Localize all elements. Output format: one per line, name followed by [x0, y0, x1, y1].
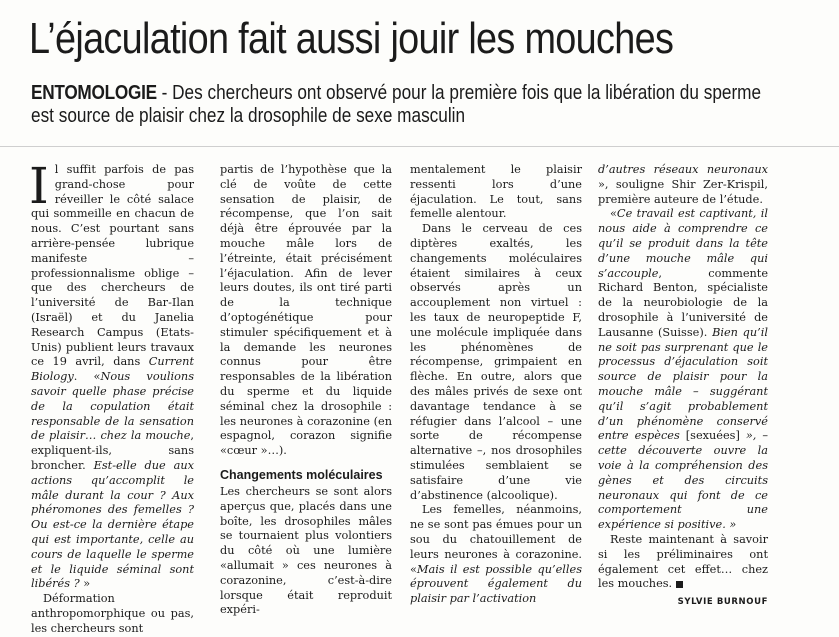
- drop-cap: I: [29, 157, 49, 215]
- headline: L’éjaculation fait aussi jouir les mouches: [29, 14, 674, 63]
- column-2: [220, 163, 392, 618]
- standfirst: [31, 82, 788, 128]
- paragraph: [31, 592, 194, 636]
- section-kicker: ENTOMOLOGIE: [31, 82, 157, 104]
- column-3: [410, 163, 582, 607]
- paragraph: Les chercheurs se sont alors aperçus que, placés dans une boîte, les drosophiles mâles se tournaient plus volontiers du côté où une lumière «allumait » ces neurones à corazonine, c’est-à-dire lorsque était reproduit expéri-: [220, 484, 392, 617]
- journal-name: Current Biology: [31, 355, 194, 384]
- text-run: , commente Richard Benton, spécialiste de la neurobiologie de la drosophile à l’université de Lausanne (Suisse).: [598, 266, 768, 339]
- paragraph: Dans le cerveau de ces diptères exaltés, les changements moléculaires étaient similaires à ceux observés après un accouplement non virtuel : les taux de neuropeptide F, une molécule impliquée dans les phénomènes de récompense, grimpaient en flèche. En outre, alors que des mâles privés de sexe ont davantage tendance à se réfugier dans l’alcool – une sorte de récompense alternative –, nos drosophiles stimulées semblaient se satisfaire d’une vie d’abstinence (alcoolique).: [410, 222, 582, 502]
- text-run: Reste maintenant à savoir si les préliminaires ont également cet effet… chez les mouches.: [598, 532, 768, 591]
- subheading: Changements moléculaires: [220, 467, 383, 482]
- column-1: [29, 157, 194, 637]
- text-run: », souligne Shir Zer-Krispil, première auteure de l’étude.: [598, 177, 768, 206]
- paragraph: [598, 163, 768, 207]
- quote: Nous voulions savoir quelle phase précise de la copulation était responsable de la sensation de plaisir… chez la mouche: [31, 370, 194, 443]
- paragraph: [410, 503, 582, 607]
- column-4: [598, 163, 768, 610]
- standfirst-text: - Des chercheurs ont observé pour la première fois que la libération du sperme est source de plaisir chez la drosophile de sexe masculin: [31, 82, 762, 127]
- divider: [0, 146, 839, 147]
- quote: Mais il est possible qu’elles éprouvent également du plaisir par l’activation: [410, 562, 582, 606]
- quote: », – cette découverte ouvre la voie à la compréhension des gènes et des circuits neuronaux qui font de ce comportement une expérience si positive. »: [598, 429, 768, 532]
- quote: Ce travail est captivant, il nous aide à comprendre ce qu’il se produit dans la tête d’une mouche mâle qui s’accouple: [598, 207, 768, 280]
- paragraph: mentalement le plaisir ressenti lors d’une éjaculation. Le tout, sans femelle alentour.: [410, 163, 582, 221]
- paragraph: [598, 207, 768, 533]
- text-run: Les femelles, néanmoins, ne se sont pas émues pour un sou du chatouillement de leurs neurones à corazonine. «: [410, 503, 582, 576]
- text-run: »: [79, 577, 91, 591]
- quote: Est-elle due aux actions qu’accomplit le mâle durant la cour ? Aux phéromones des femelles ? Ou est-ce la dernière étape qui est importante, celle au cours de laquelle le sperme et le liquide séminal sont libérés ?: [31, 458, 194, 591]
- text-run: l suffit parfois de pas grand-chose pour réveiller le côté salace qui sommeille en chacun de nous. C’est pourtant sans arrière-pensée lubrique manifeste – professionnalisme oblige – que des chercheurs de l’université de Bar-Ilan (Israël) et du Janelia Research Campus (Etats-Unis) publient leurs travaux ce 19 avril, dans: [31, 163, 194, 369]
- paragraph: [598, 533, 768, 592]
- paragraph: partis de l’hypothèse que la clé de voûte de cette sensation de plaisir, de récompense, que l’on sait déjà être éprouvée par la mouche mâle lors de l’étreinte, était précisément l’éjaculation. Afin de lever leurs doutes, ils ont tiré parti de la technique d’optogénétique pour stimuler spécifiquement et à la demande les neurones connus pour être responsables de la libération du sperme et du liquide séminal chez la drosophile : les neurones à corazonine (en espagnol, corazon signifie «cœur »…).: [220, 163, 392, 458]
- text-run: , expliquent-ils, sans broncher.: [31, 429, 194, 472]
- text-run: «: [610, 207, 617, 221]
- quote: d’autres réseaux neuronaux: [598, 163, 768, 176]
- text-run: [sexuées]: [679, 429, 746, 443]
- text-run: . «: [73, 370, 101, 384]
- quote: Bien qu’il ne soit pas surprenant que le processus d’éjaculation soit source de plaisir pour la mouche mâle – suggérant qu’il s’agit probablement d’un phénomène conservé entre espèces: [598, 325, 768, 443]
- paragraph: [29, 157, 194, 592]
- end-of-article-mark: [676, 581, 683, 588]
- byline: SYLVIE BURNOUF: [677, 597, 768, 608]
- text-run: Déformation anthropomorphique ou pas, les chercheurs sont: [31, 592, 194, 635]
